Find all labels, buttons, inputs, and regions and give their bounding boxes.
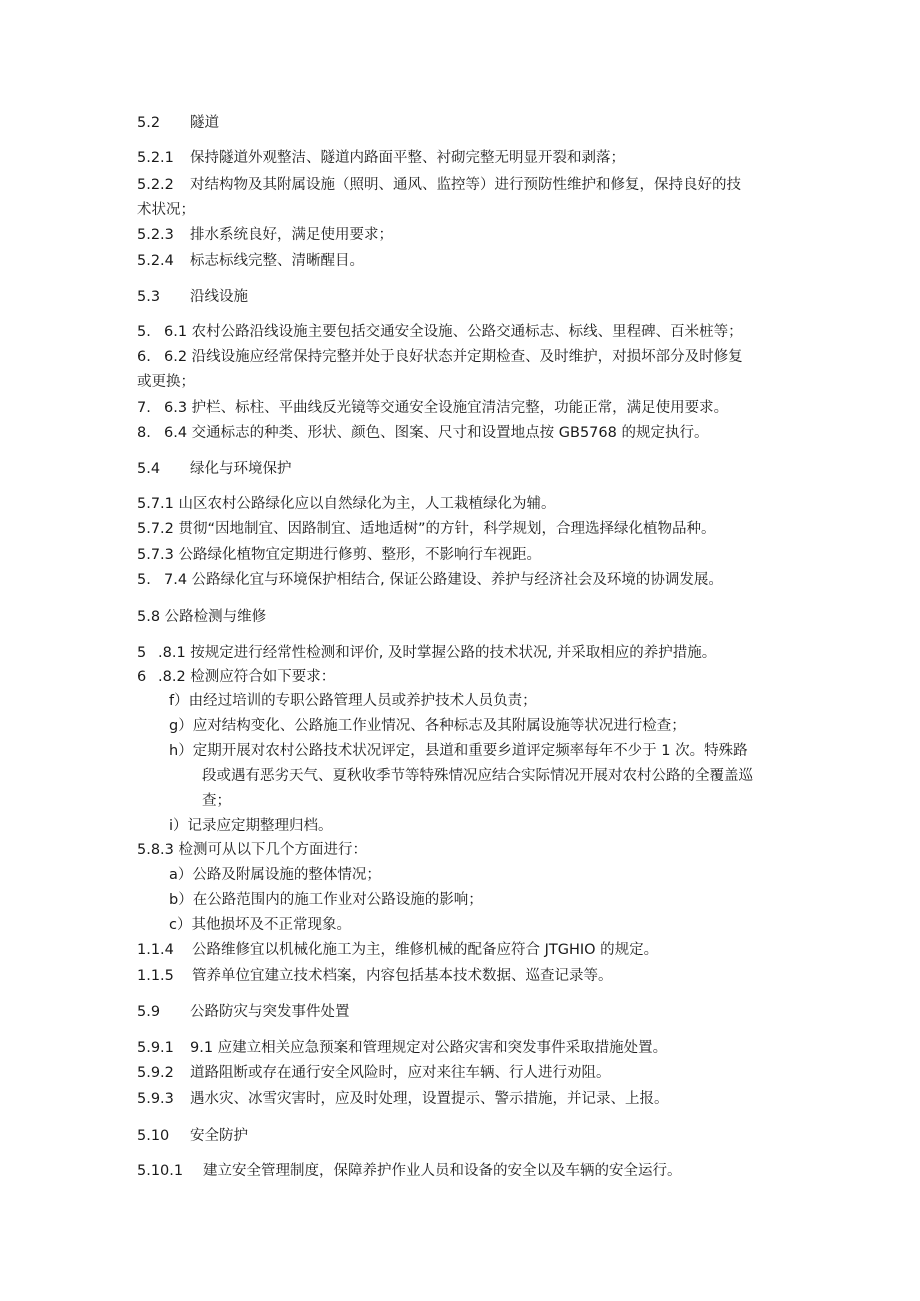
sub-item-text-continued: 段或遇有恶劣天气、夏秋收季节等特殊情况应结合实际情况开展对农村公路的全覆盖巡: [202, 768, 753, 784]
list-number: 5: [137, 645, 147, 661]
clause-text: 道路阻断或存在通行安全风险时，应对来往车辆、行人进行劝阻。: [190, 1065, 611, 1081]
clause-text: 对结构物及其附属设施（照明、通风、监控等）进行预防性维护和修复，保持良好的技: [190, 177, 741, 193]
section-title: 5.8 公路检测与维修: [137, 609, 267, 625]
list-number: 5.: [137, 572, 151, 588]
clause-text: 标志标线完整、清晰醒目。: [190, 253, 364, 269]
clause-text: 保持隧道外观整洁、隧道内路面平整、衬砌完整无明显开裂和剥落；: [190, 150, 625, 166]
section-title: 沿线设施: [190, 289, 248, 305]
clause-text: 6.4 交通标志的种类、形状、颜色、图案、尺寸和设置地点按 GB5768 的规定执行。: [164, 425, 709, 441]
clause-number: 5.2.4: [137, 253, 174, 269]
list-number: 7.: [137, 400, 151, 416]
clause-text: 6.2 沿线设施应经常保持完整并处于良好状态并定期检查、及时维护，对损坏部分及时修复: [164, 349, 743, 365]
clause-text: 6.3 护栏、标柱、平曲线反光镜等交通安全设施宜清洁完整，功能正常，满足使用要求。: [164, 400, 729, 416]
clause-text: .8.1 按规定进行经常性检测和评价, 及时掌握公路的技术状况, 并采取相应的养护措施。: [158, 645, 717, 661]
clause-number: 5.10.1: [137, 1163, 184, 1179]
clause-number: 1.1.4: [137, 942, 174, 958]
clause-number: 1.1.5: [137, 968, 174, 984]
clause-text: 9.1 应建立相关应急预案和管理规定对公路灾害和突发事件采取措施处置。: [190, 1040, 668, 1056]
sub-item-text: a）公路及附属设施的整体情况；: [169, 867, 381, 883]
clause-number: 5.2.2: [137, 177, 174, 193]
sub-item-text-continued: 查；: [202, 793, 231, 809]
clause-text: 7.4 公路绿化宜与环境保护相结合, 保证公路建设、养护与经济社会及环境的协调发展。: [164, 572, 723, 588]
clause-text: 6.1 农村公路沿线设施主要包括交通安全设施、公路交通标志、标线、里程碑、百米桩等；: [164, 324, 743, 340]
sub-item-text: c）其他损坏及不正常现象。: [169, 917, 351, 933]
clause-number: 5.9.1: [137, 1040, 174, 1056]
clause-text-continued: 术状况；: [137, 202, 195, 218]
sub-item-text: h）定期开展对农村公路技术状况评定，县道和重要乡道评定频率每年不少于 1 次。特殊路: [169, 743, 748, 759]
section-number: 5.4: [137, 461, 161, 477]
clause-text: 5.7.2 贯彻“因地制宜、因路制宜、适地适树”的方针，科学规划，合理选择绿化植物品种。: [137, 521, 716, 537]
section-number: 5.9: [137, 1004, 161, 1020]
clause-number: 5.9.2: [137, 1065, 174, 1081]
section-number: 5.3: [137, 289, 161, 305]
clause-text: 5.8.3 检测可从以下几个方面进行：: [137, 842, 368, 858]
clause-number: 5.2.1: [137, 150, 174, 166]
clause-text: 排水系统良好，满足使用要求；: [190, 227, 393, 243]
list-number: 5.: [137, 324, 151, 340]
clause-number: 5.2.3: [137, 227, 174, 243]
clause-text: 遇水灾、冰雪灾害时，应及时处理，设置提示、警示措施，并记录、上报。: [190, 1091, 669, 1107]
clause-text: 5.7.3 公路绿化植物宜定期进行修剪、整形，不影响行车视距。: [137, 547, 542, 563]
section-number: 5.2: [137, 115, 161, 131]
section-number: 5.10: [137, 1128, 170, 1144]
sub-item-text: g）应对结构变化、公路施工作业情况、各种标志及其附属设施等状况进行检查；: [169, 718, 686, 734]
clause-text: 管养单位宜建立技术档案，内容包括基本技术数据、巡查记录等。: [192, 968, 613, 984]
clause-text-continued: 或更换；: [137, 374, 195, 390]
clause-text: 建立安全管理制度，保障养护作业人员和设备的安全以及车辆的安全运行。: [203, 1163, 682, 1179]
clause-number: 5.9.3: [137, 1091, 174, 1107]
list-number: 8.: [137, 425, 151, 441]
clause-text: 5.7.1 山区农村公路绿化应以自然绿化为主，人工栽植绿化为辅。: [137, 496, 556, 512]
clause-text: 公路维修宜以机械化施工为主，维修机械的配备应符合 JTGHIO 的规定。: [192, 942, 659, 958]
list-number: 6.: [137, 349, 151, 365]
clause-text: .8.2 检测应符合如下要求：: [158, 669, 336, 685]
section-title: 绿化与环境保护: [190, 461, 292, 477]
sub-item-text: f）由经过培训的专职公路管理人员或养护技术人员负责；: [169, 693, 537, 709]
list-number: 6: [137, 669, 147, 685]
section-title: 安全防护: [190, 1128, 248, 1144]
sub-item-text: i）记录应定期整理归档。: [169, 818, 333, 834]
section-title: 公路防灾与突发事件处置: [190, 1004, 350, 1020]
sub-item-text: b）在公路范围内的施工作业对公路设施的影响；: [169, 892, 483, 908]
section-title: 隧道: [190, 115, 219, 131]
